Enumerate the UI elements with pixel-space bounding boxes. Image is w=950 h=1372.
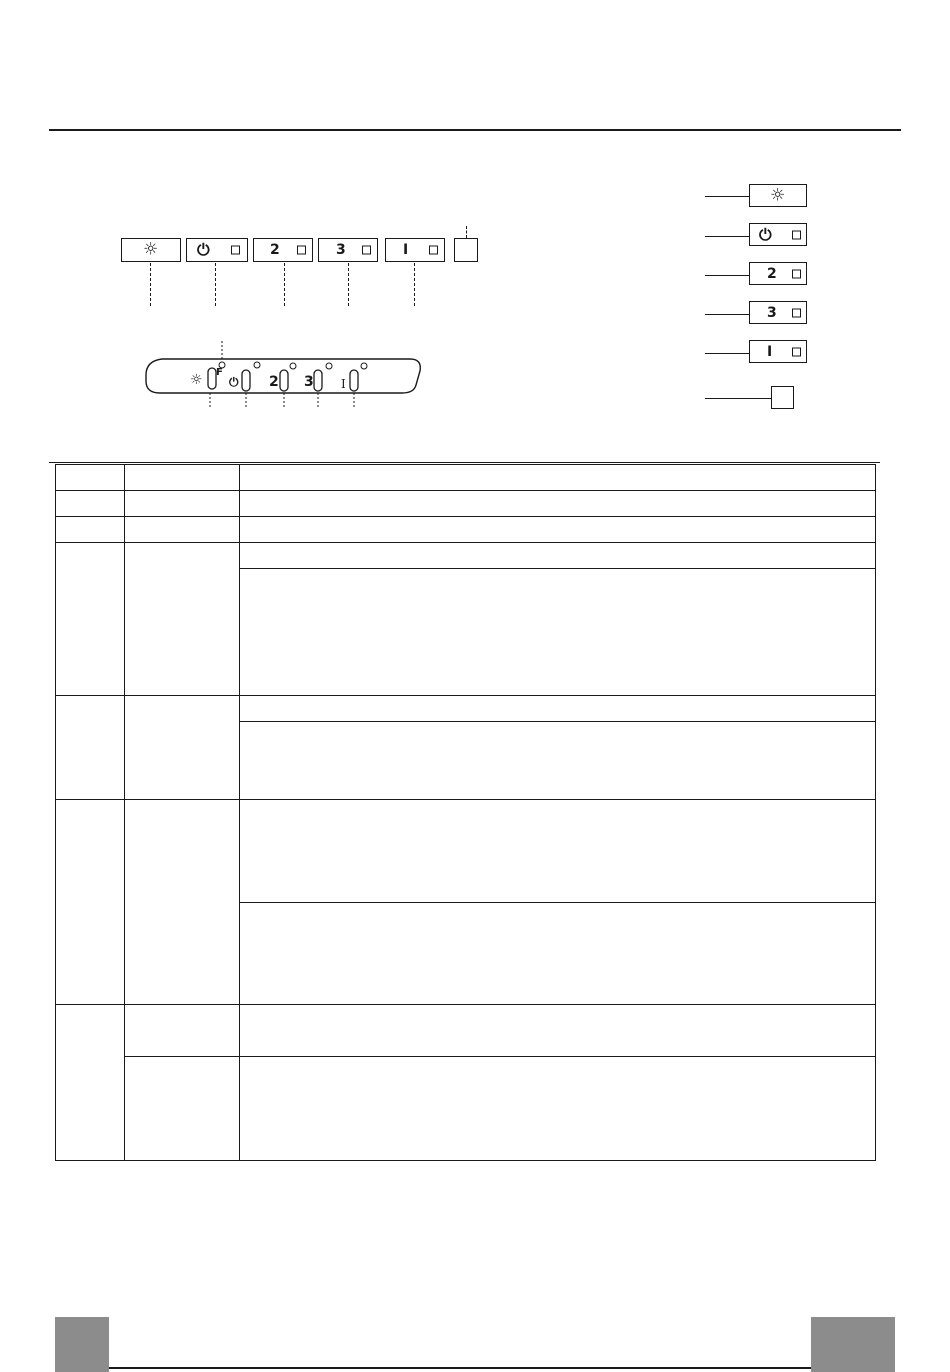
table-row bbox=[56, 517, 876, 543]
slot-led bbox=[290, 363, 296, 369]
controls-table bbox=[55, 464, 876, 1161]
slider-slot bbox=[350, 370, 358, 391]
table-cell bbox=[240, 1056, 876, 1160]
table-cell bbox=[240, 722, 876, 800]
table-row bbox=[56, 491, 876, 517]
power-key[interactable] bbox=[186, 238, 248, 262]
table-header-row bbox=[56, 465, 876, 491]
slider-intensive-label: I bbox=[341, 377, 346, 391]
table-cell bbox=[125, 491, 240, 517]
callout-line bbox=[705, 275, 755, 276]
table-cell bbox=[56, 800, 125, 1004]
table-row bbox=[56, 1056, 876, 1160]
table-cell bbox=[240, 800, 876, 902]
speed-3-label: 3 bbox=[336, 242, 346, 258]
table-cell bbox=[125, 517, 240, 543]
side-light-key[interactable] bbox=[749, 184, 807, 207]
slider-slot bbox=[242, 370, 250, 391]
side-speed-3-key[interactable] bbox=[749, 301, 807, 324]
side-intensive-key[interactable] bbox=[749, 340, 807, 363]
slider-slot bbox=[208, 368, 216, 389]
side-speed-2-key[interactable] bbox=[749, 262, 807, 285]
callout-line bbox=[705, 196, 755, 197]
table-cell bbox=[240, 543, 876, 569]
slider-power-icon: ⏻ bbox=[229, 375, 239, 389]
speed-2-led bbox=[297, 246, 306, 255]
leader-line bbox=[215, 263, 216, 306]
power-icon: ⏻ bbox=[759, 224, 772, 244]
side-intensive-led bbox=[792, 347, 801, 356]
filter-f-icon: F bbox=[216, 367, 223, 378]
slot-led bbox=[326, 363, 332, 369]
table-cell bbox=[125, 543, 240, 696]
table-cell bbox=[56, 491, 125, 517]
side-indicator-key[interactable] bbox=[771, 386, 794, 409]
table-row bbox=[56, 800, 876, 902]
table-cell bbox=[240, 696, 876, 722]
intensive-key[interactable] bbox=[385, 238, 445, 262]
light-key[interactable] bbox=[121, 238, 181, 262]
side-speed-2-led bbox=[792, 269, 801, 278]
table-header-cell bbox=[56, 465, 125, 491]
leader-line bbox=[414, 263, 415, 306]
speed-2-label: 2 bbox=[767, 265, 777, 282]
header-rule bbox=[49, 129, 901, 131]
table-row bbox=[56, 543, 876, 569]
footer-right-block bbox=[811, 1317, 895, 1372]
table-cell bbox=[56, 1004, 125, 1160]
slider-speed-2-label: 2 bbox=[269, 374, 279, 390]
side-power-key[interactable] bbox=[749, 223, 807, 246]
table-top-rule bbox=[49, 462, 880, 463]
callout-line bbox=[705, 353, 755, 354]
sun-icon: ☼ bbox=[770, 185, 786, 205]
table-row bbox=[56, 696, 876, 722]
table-cell bbox=[56, 696, 125, 800]
leader-line bbox=[466, 226, 467, 238]
table-cell bbox=[240, 1004, 876, 1056]
power-icon: ⏻ bbox=[197, 240, 210, 259]
panel-outline bbox=[146, 359, 420, 393]
table-cell bbox=[240, 491, 876, 517]
footer-left-block bbox=[55, 1317, 109, 1372]
table-cell bbox=[125, 800, 240, 1004]
callout-line bbox=[705, 398, 775, 399]
table-cell bbox=[240, 902, 876, 1004]
callout-line bbox=[705, 236, 755, 237]
intensive-label: I bbox=[403, 242, 409, 258]
table-cell bbox=[240, 569, 876, 696]
table-header-cell bbox=[125, 465, 240, 491]
leader-line bbox=[348, 263, 349, 306]
slider-speed-3-label: 3 bbox=[304, 374, 314, 390]
slider-panel-drawing bbox=[140, 335, 430, 410]
speed-2-key[interactable] bbox=[253, 238, 313, 262]
indicator-key[interactable] bbox=[454, 238, 478, 262]
side-speed-3-led bbox=[792, 308, 801, 317]
speed-3-led bbox=[362, 246, 371, 255]
slider-slot bbox=[280, 370, 288, 391]
leader-line bbox=[284, 263, 285, 306]
sun-icon: ☼ bbox=[143, 239, 159, 260]
speed-3-key[interactable] bbox=[318, 238, 378, 262]
slider-sun-icon: ☼ bbox=[190, 372, 203, 388]
intensive-led bbox=[429, 246, 438, 255]
speed-2-label: 2 bbox=[270, 242, 280, 258]
intensive-label: I bbox=[767, 343, 773, 360]
table-cell bbox=[125, 1056, 240, 1160]
table-cell bbox=[240, 517, 876, 543]
slot-led bbox=[254, 362, 260, 368]
table-cell bbox=[125, 696, 240, 800]
table-header-cell bbox=[240, 465, 876, 491]
table-row bbox=[56, 1004, 876, 1056]
leader-line bbox=[150, 263, 151, 306]
table-cell bbox=[56, 543, 125, 696]
table-cell bbox=[56, 517, 125, 543]
callout-line bbox=[705, 314, 755, 315]
slot-led bbox=[361, 363, 367, 369]
speed-3-label: 3 bbox=[767, 304, 777, 321]
side-power-led bbox=[792, 230, 801, 239]
slider-slot bbox=[314, 370, 322, 391]
table-cell bbox=[125, 1004, 240, 1056]
power-led bbox=[231, 246, 240, 255]
footer-bar bbox=[109, 1367, 811, 1369]
